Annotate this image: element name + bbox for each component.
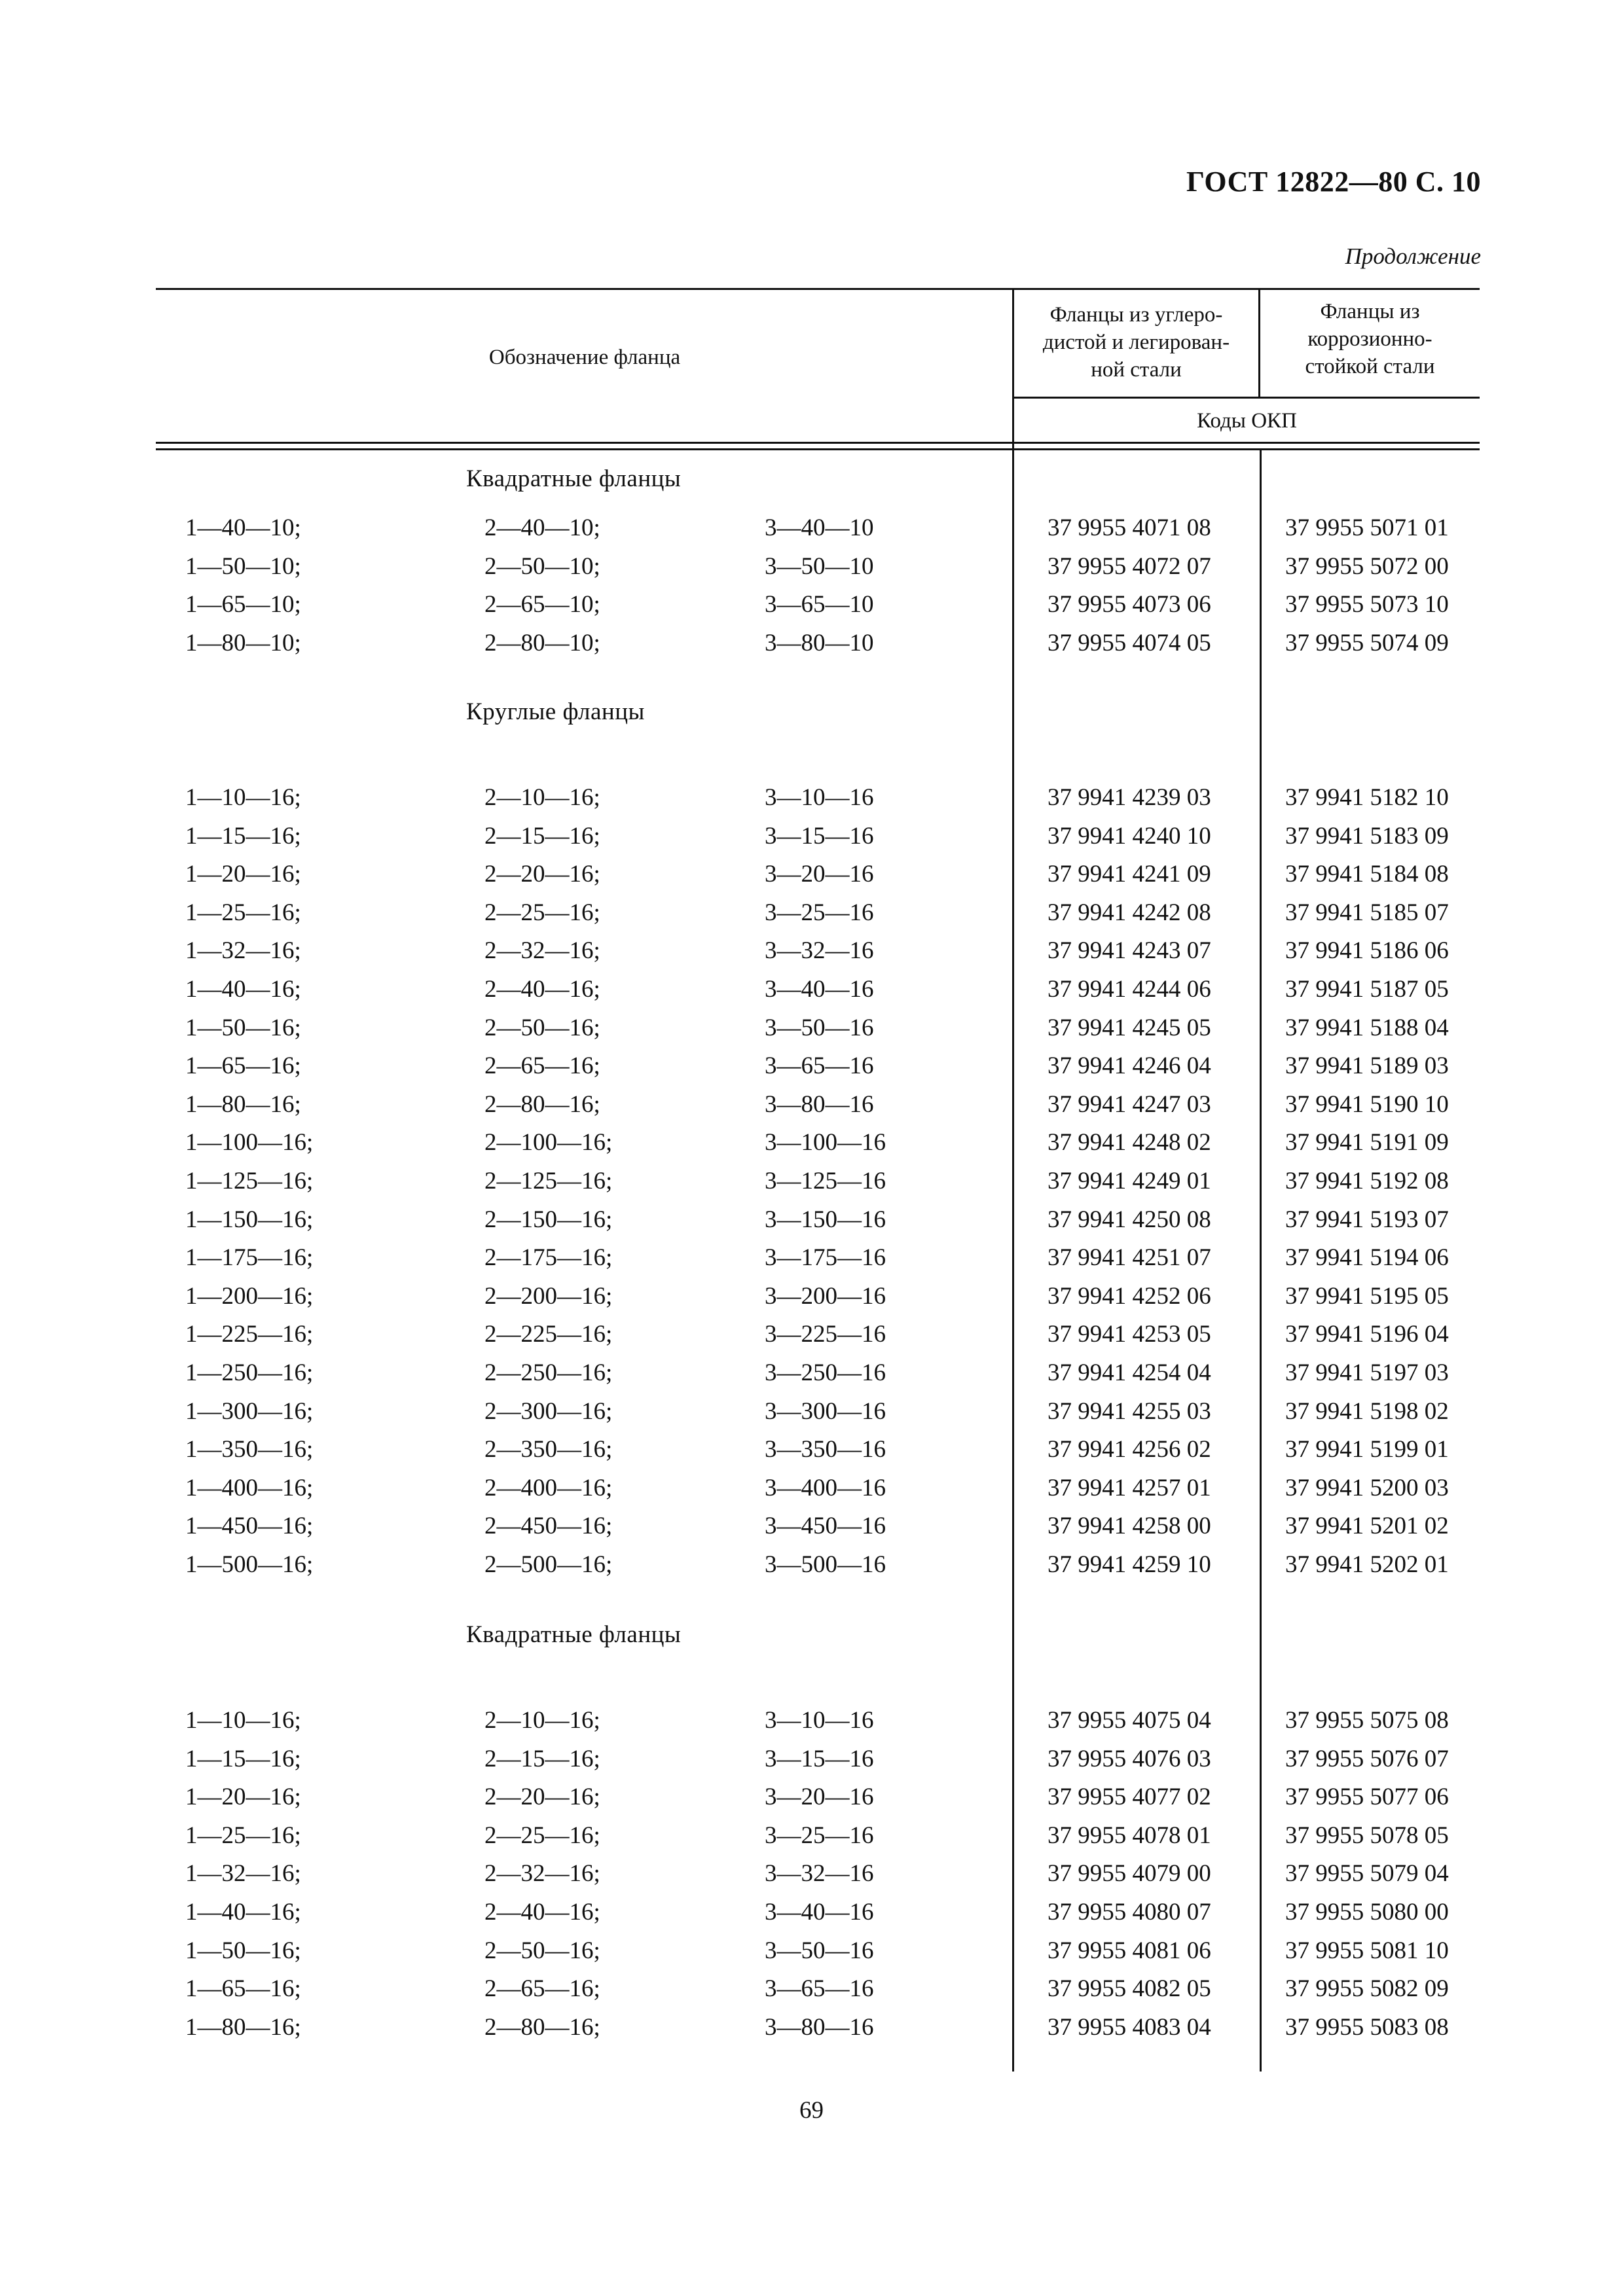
okp-code-cell: 37 9941 4245 05: [1048, 1014, 1211, 1041]
flange-designation-cell: 1—15—16;: [185, 823, 301, 850]
table-row: [0, 822, 1623, 860]
flange-designation-cell: 3—100—16: [765, 1129, 886, 1156]
header-split-rule: [1012, 397, 1480, 399]
flange-designation-cell: 2—400—16;: [484, 1475, 613, 1501]
flange-designation-cell: 3—32—16: [765, 937, 874, 964]
okp-code-cell: 37 9955 5073 10: [1285, 591, 1449, 618]
okp-code-cell: 37 9941 4259 10: [1048, 1551, 1211, 1578]
table-row: [0, 975, 1623, 1013]
flange-designation-cell: 3—400—16: [765, 1475, 886, 1501]
okp-code-cell: 37 9941 4239 03: [1048, 784, 1211, 811]
okp-code-cell: 37 9941 5187 05: [1285, 976, 1449, 1003]
okp-code-cell: 37 9941 4253 05: [1048, 1321, 1211, 1348]
flange-designation-cell: 1—25—16;: [185, 1822, 301, 1849]
okp-code-cell: 37 9955 5079 04: [1285, 1860, 1449, 1887]
flange-designation-cell: 1—65—10;: [185, 591, 301, 618]
flange-designation-cell: 1—65—16;: [185, 1052, 301, 1079]
flange-designation-cell: 3—175—16: [765, 1244, 886, 1271]
okp-code-cell: 37 9941 4252 06: [1048, 1283, 1211, 1310]
okp-code-cell: 37 9955 5071 01: [1285, 514, 1449, 541]
flange-designation-cell: 3—50—16: [765, 1014, 874, 1041]
okp-code-cell: 37 9941 4250 08: [1048, 1206, 1211, 1233]
okp-code-cell: 37 9955 4080 07: [1048, 1899, 1211, 1926]
okp-code-cell: 37 9955 5076 07: [1285, 1746, 1449, 1772]
flange-designation-cell: 3—20—16: [765, 1784, 874, 1810]
table-row: [0, 899, 1623, 937]
header-carbon-steel: [1014, 301, 1258, 384]
okp-code-cell: 37 9941 5188 04: [1285, 1014, 1449, 1041]
table-row: [0, 1783, 1623, 1821]
flange-designation-cell: 3—10—16: [765, 1707, 874, 1734]
flange-designation-cell: 1—40—10;: [185, 514, 301, 541]
flange-designation-cell: 1—10—16;: [185, 1707, 301, 1734]
okp-code-cell: 37 9955 5077 06: [1285, 1784, 1449, 1810]
okp-code-cell: 37 9941 4255 03: [1048, 1398, 1211, 1425]
flange-designation-cell: 3—225—16: [765, 1321, 886, 1348]
page-header-title: ГОСТ 12822—80 С. 10: [1186, 166, 1481, 198]
okp-code-cell: 37 9955 5078 05: [1285, 1822, 1449, 1849]
flange-designation-cell: 1—100—16;: [185, 1129, 314, 1156]
flange-designation-cell: 3—50—16: [765, 1937, 874, 1964]
header-stainless-steel-line: стойкой стали: [1305, 355, 1435, 378]
okp-code-cell: 37 9941 4241 09: [1048, 861, 1211, 888]
flange-designation-cell: 1—50—16;: [185, 1014, 301, 1041]
table-row: [0, 629, 1623, 667]
flange-designation-cell: 3—350—16: [765, 1436, 886, 1463]
flange-designation-cell: 1—15—16;: [185, 1746, 301, 1772]
okp-code-cell: 37 9955 5081 10: [1285, 1937, 1449, 1964]
flange-designation-cell: 3—40—16: [765, 1899, 874, 1926]
flange-designation-cell: 1—65—16;: [185, 1975, 301, 2002]
flange-designation-cell: 1—25—16;: [185, 899, 301, 926]
flange-designation-cell: 3—25—16: [765, 899, 874, 926]
continuation-label: Продолжение: [1345, 243, 1481, 269]
okp-code-cell: 37 9955 5072 00: [1285, 553, 1449, 580]
header-bottom-rule-1: [156, 442, 1480, 444]
flange-designation-cell: 3—500—16: [765, 1551, 886, 1578]
flange-designation-cell: 2—20—16;: [484, 861, 600, 888]
flange-designation-cell: 1—20—16;: [185, 861, 301, 888]
table-row: [0, 514, 1623, 552]
flange-designation-cell: 2—80—10;: [484, 630, 600, 656]
okp-code-cell: 37 9955 4077 02: [1048, 1784, 1211, 1810]
flange-designation-cell: 3—300—16: [765, 1398, 886, 1425]
okp-code-cell: 37 9941 4248 02: [1048, 1129, 1211, 1156]
flange-designation-cell: 1—32—16;: [185, 937, 301, 964]
table-row: [0, 1435, 1623, 1473]
okp-code-cell: 37 9941 4254 04: [1048, 1359, 1211, 1386]
okp-code-cell: 37 9955 5074 09: [1285, 630, 1449, 656]
flange-designation-cell: 2—200—16;: [484, 1283, 613, 1310]
okp-code-cell: 37 9941 4249 01: [1048, 1168, 1211, 1194]
flange-designation-cell: 3—250—16: [765, 1359, 886, 1386]
table-row: [0, 1551, 1623, 1588]
flange-designation-cell: 1—50—10;: [185, 553, 301, 580]
okp-code-cell: 37 9941 5191 09: [1285, 1129, 1449, 1156]
flange-designation-cell: 3—200—16: [765, 1283, 886, 1310]
flange-designation-cell: 2—80—16;: [484, 1091, 600, 1118]
flange-designation-cell: 2—25—16;: [484, 1822, 600, 1849]
flange-designation-cell: 3—150—16: [765, 1206, 886, 1233]
table-row: [0, 1052, 1623, 1090]
flange-designation-cell: 3—80—16: [765, 1091, 874, 1118]
okp-code-cell: 37 9941 5185 07: [1285, 899, 1449, 926]
flange-designation-cell: 1—250—16;: [185, 1359, 314, 1386]
header-stainless-steel: [1260, 298, 1480, 380]
okp-code-cell: 37 9941 5196 04: [1285, 1321, 1449, 1348]
header-carbon-steel-line: Фланцы из углеро-: [1049, 303, 1223, 327]
flange-designation-cell: 3—10—16: [765, 784, 874, 811]
okp-code-cell: 37 9941 4258 00: [1048, 1513, 1211, 1539]
flange-designation-cell: 2—32—16;: [484, 937, 600, 964]
flange-designation-cell: 3—40—16: [765, 976, 874, 1003]
flange-designation-cell: 3—125—16: [765, 1168, 886, 1194]
table-row: [0, 1359, 1623, 1397]
flange-designation-cell: 2—15—16;: [484, 1746, 600, 1772]
flange-designation-cell: 1—150—16;: [185, 1206, 314, 1233]
okp-code-cell: 37 9941 5186 06: [1285, 937, 1449, 964]
flange-designation-cell: 1—400—16;: [185, 1475, 314, 1501]
flange-designation-cell: 2—500—16;: [484, 1551, 613, 1578]
table-row: [0, 1859, 1623, 1897]
okp-code-cell: 37 9941 4247 03: [1048, 1091, 1211, 1118]
okp-code-cell: 37 9955 4071 08: [1048, 514, 1211, 541]
flange-designation-cell: 2—80—16;: [484, 2014, 600, 2041]
flange-designation-cell: 3—15—16: [765, 823, 874, 850]
okp-code-cell: 37 9941 5199 01: [1285, 1436, 1449, 1463]
flange-designation-cell: 1—300—16;: [185, 1398, 314, 1425]
table-row: [0, 1745, 1623, 1783]
page-number: 69: [799, 2097, 824, 2124]
flange-designation-cell: 2—175—16;: [484, 1244, 613, 1271]
flange-designation-cell: 1—40—16;: [185, 976, 301, 1003]
flange-designation-cell: 2—20—16;: [484, 1784, 600, 1810]
table-row: [0, 1975, 1623, 2013]
flange-designation-cell: 1—80—10;: [185, 630, 301, 656]
okp-code-cell: 37 9955 4075 04: [1048, 1707, 1211, 1734]
flange-designation-cell: 1—50—16;: [185, 1937, 301, 1964]
okp-code-cell: 37 9941 5190 10: [1285, 1091, 1449, 1118]
okp-code-cell: 37 9955 4079 00: [1048, 1860, 1211, 1887]
okp-code-cell: 37 9955 5083 08: [1285, 2014, 1449, 2041]
table-row: [0, 590, 1623, 628]
okp-code-cell: 37 9941 4243 07: [1048, 937, 1211, 964]
flange-designation-cell: 3—80—10: [765, 630, 874, 656]
flange-designation-cell: 2—65—16;: [484, 1975, 600, 2002]
flange-designation-cell: 3—80—16: [765, 2014, 874, 2041]
flange-designation-cell: 3—20—16: [765, 861, 874, 888]
flange-designation-cell: 1—40—16;: [185, 1899, 301, 1926]
table-row: [0, 1014, 1623, 1052]
okp-code-cell: 37 9941 5189 03: [1285, 1052, 1449, 1079]
flange-designation-cell: 1—225—16;: [185, 1321, 314, 1348]
header-stainless-steel-line: Фланцы из: [1320, 300, 1420, 323]
table-row: [0, 1512, 1623, 1550]
flange-designation-cell: 2—15—16;: [484, 823, 600, 850]
flange-designation-cell: 1—350—16;: [185, 1436, 314, 1463]
table-row: [0, 1821, 1623, 1859]
flange-designation-cell: 1—500—16;: [185, 1551, 314, 1578]
flange-designation-cell: 3—65—16: [765, 1975, 874, 2002]
okp-code-cell: 37 9955 5080 00: [1285, 1899, 1449, 1926]
table-row: [0, 1167, 1623, 1205]
header-carbon-steel-line: ной стали: [1091, 358, 1182, 382]
okp-code-cell: 37 9941 4256 02: [1048, 1436, 1211, 1463]
flange-designation-cell: 1—20—16;: [185, 1784, 301, 1810]
flange-designation-cell: 3—15—16: [765, 1746, 874, 1772]
table-row: [0, 783, 1623, 821]
flange-designation-cell: 1—80—16;: [185, 1091, 301, 1118]
section-title: Квадратные фланцы: [466, 1621, 682, 1648]
okp-code-cell: 37 9941 4242 08: [1048, 899, 1211, 926]
flange-designation-cell: 2—25—16;: [484, 899, 600, 926]
table-top-rule: [156, 288, 1480, 290]
flange-designation-cell: 2—450—16;: [484, 1513, 613, 1539]
okp-code-cell: 37 9941 4257 01: [1048, 1475, 1211, 1501]
flange-designation-cell: 3—32—16: [765, 1860, 874, 1887]
table-row: [0, 1898, 1623, 1936]
flange-designation-cell: 1—80—16;: [185, 2014, 301, 2041]
section-title: Квадратные фланцы: [466, 465, 682, 492]
okp-code-cell: 37 9955 4078 01: [1048, 1822, 1211, 1849]
okp-code-cell: 37 9941 4251 07: [1048, 1244, 1211, 1271]
flange-designation-cell: 2—125—16;: [484, 1168, 613, 1194]
flange-designation-cell: 2—65—10;: [484, 591, 600, 618]
table-row: [0, 937, 1623, 975]
flange-designation-cell: 2—40—16;: [484, 976, 600, 1003]
okp-code-cell: 37 9955 5075 08: [1285, 1707, 1449, 1734]
okp-code-cell: 37 9955 4076 03: [1048, 1746, 1211, 1772]
flange-designation-cell: 3—50—10: [765, 553, 874, 580]
flange-designation-cell: 2—10—16;: [484, 1707, 600, 1734]
okp-code-cell: 37 9941 5200 03: [1285, 1475, 1449, 1501]
table-row: [0, 1474, 1623, 1512]
okp-code-cell: 37 9955 4072 07: [1048, 553, 1211, 580]
table-row: [0, 1128, 1623, 1166]
okp-code-cell: 37 9941 4246 04: [1048, 1052, 1211, 1079]
table-row: [0, 1090, 1623, 1128]
flange-designation-cell: 2—50—16;: [484, 1014, 600, 1041]
flange-designation-cell: 2—10—16;: [484, 784, 600, 811]
flange-designation-cell: 2—225—16;: [484, 1321, 613, 1348]
table-row: [0, 1706, 1623, 1744]
okp-code-cell: 37 9941 5201 02: [1285, 1513, 1449, 1539]
okp-code-cell: 37 9955 4073 06: [1048, 591, 1211, 618]
flange-designation-cell: 2—150—16;: [484, 1206, 613, 1233]
flange-designation-cell: 2—100—16;: [484, 1129, 613, 1156]
table-row: [0, 1244, 1623, 1282]
flange-designation-cell: 1—450—16;: [185, 1513, 314, 1539]
flange-designation-cell: 2—50—10;: [484, 553, 600, 580]
okp-code-cell: 37 9941 4244 06: [1048, 976, 1211, 1003]
table-row: [0, 1282, 1623, 1320]
flange-designation-cell: 2—40—10;: [484, 514, 600, 541]
flange-designation-cell: 1—200—16;: [185, 1283, 314, 1310]
okp-code-cell: 37 9941 5182 10: [1285, 784, 1449, 811]
header-okp-codes: Коды ОКП: [1197, 409, 1297, 433]
table-row: [0, 1320, 1623, 1358]
flange-designation-cell: 1—175—16;: [185, 1244, 314, 1271]
table-row: [0, 2013, 1623, 2051]
flange-designation-cell: 2—250—16;: [484, 1359, 613, 1386]
okp-code-cell: 37 9941 5202 01: [1285, 1551, 1449, 1578]
table-row: [0, 1206, 1623, 1244]
okp-code-cell: 37 9941 5184 08: [1285, 861, 1449, 888]
flange-designation-cell: 2—40—16;: [484, 1899, 600, 1926]
header-carbon-steel-line: дистой и легирован-: [1042, 331, 1230, 354]
okp-code-cell: 37 9941 5197 03: [1285, 1359, 1449, 1386]
okp-code-cell: 37 9955 4082 05: [1048, 1975, 1211, 2002]
flange-designation-cell: 3—450—16: [765, 1513, 886, 1539]
table-row: [0, 860, 1623, 898]
section-title: Круглые фланцы: [466, 698, 645, 725]
flange-designation-cell: 2—350—16;: [484, 1436, 613, 1463]
header-bottom-rule-2: [156, 448, 1480, 450]
table-row: [0, 1937, 1623, 1975]
okp-code-cell: 37 9955 4083 04: [1048, 2014, 1211, 2041]
flange-designation-cell: 2—50—16;: [484, 1937, 600, 1964]
flange-designation-cell: 1—10—16;: [185, 784, 301, 811]
header-designation: Обозначение фланца: [488, 346, 681, 369]
okp-code-cell: 37 9941 5193 07: [1285, 1206, 1449, 1233]
flange-designation-cell: 2—32—16;: [484, 1860, 600, 1887]
flange-designation-cell: 3—25—16: [765, 1822, 874, 1849]
flange-designation-cell: 2—300—16;: [484, 1398, 613, 1425]
flange-designation-cell: 3—65—16: [765, 1052, 874, 1079]
okp-code-cell: 37 9955 4074 05: [1048, 630, 1211, 656]
okp-code-cell: 37 9955 4081 06: [1048, 1937, 1211, 1964]
flange-designation-cell: 2—65—16;: [484, 1052, 600, 1079]
okp-code-cell: 37 9941 5194 06: [1285, 1244, 1449, 1271]
header-stainless-steel-line: коррозионно-: [1307, 327, 1432, 351]
flange-designation-cell: 1—32—16;: [185, 1860, 301, 1887]
okp-code-cell: 37 9955 5082 09: [1285, 1975, 1449, 2002]
okp-code-cell: 37 9941 5183 09: [1285, 823, 1449, 850]
flange-designation-cell: 3—40—10: [765, 514, 874, 541]
flange-designation-cell: 3—65—10: [765, 591, 874, 618]
flange-designation-cell: 1—125—16;: [185, 1168, 314, 1194]
okp-code-cell: 37 9941 4240 10: [1048, 823, 1211, 850]
table-row: [0, 1397, 1623, 1435]
okp-code-cell: 37 9941 5198 02: [1285, 1398, 1449, 1425]
table-row: [0, 552, 1623, 590]
okp-code-cell: 37 9941 5195 05: [1285, 1283, 1449, 1310]
okp-code-cell: 37 9941 5192 08: [1285, 1168, 1449, 1194]
